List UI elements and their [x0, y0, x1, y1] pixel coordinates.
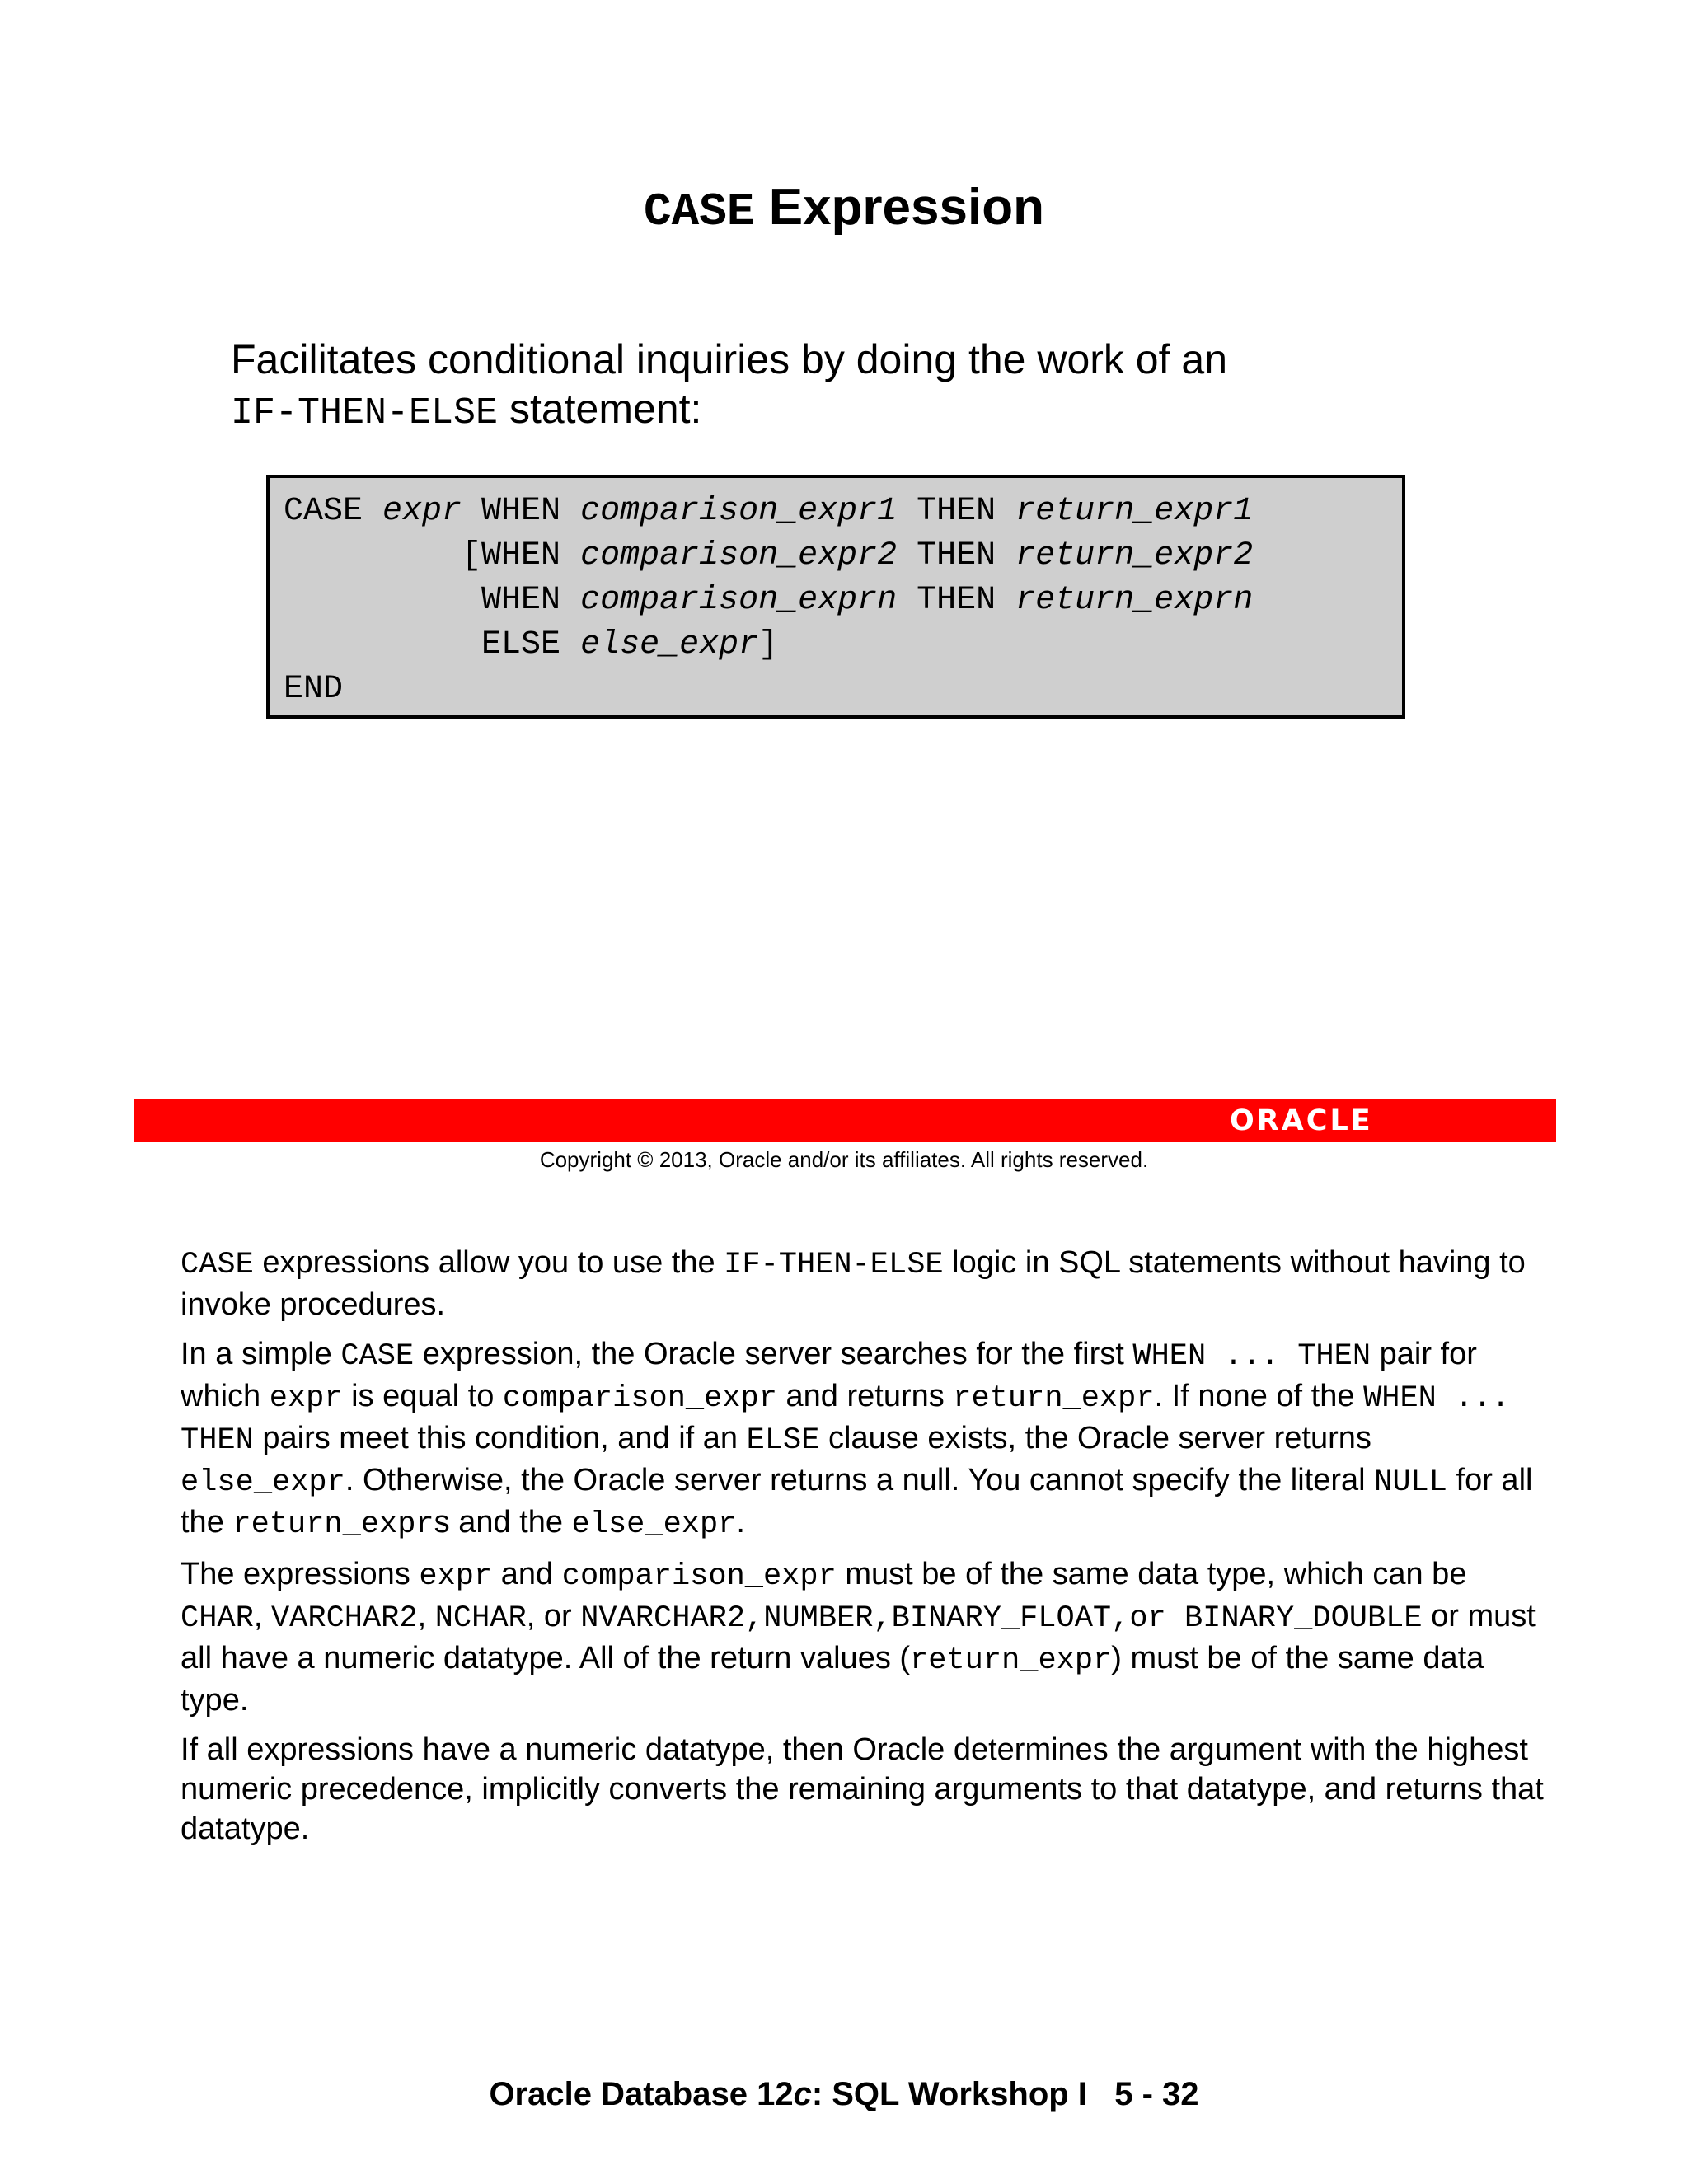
inline-code: return_expr	[953, 1381, 1155, 1416]
syntax-line-4	[284, 623, 1402, 668]
notes-text: is equal to	[342, 1379, 503, 1413]
notes-paragraph-2	[181, 1334, 1549, 1544]
code-param: return_expr1	[1015, 493, 1254, 530]
oracle-logo: ORACLE	[1230, 1104, 1373, 1137]
notes-text: s and the	[434, 1505, 572, 1540]
intro-rest: statement:	[498, 386, 702, 432]
notes-text: or must all have a numeric datatype. All of the return values (	[181, 1599, 1536, 1675]
inline-code: NULL	[1374, 1465, 1447, 1500]
notes-text: ,	[253, 1599, 271, 1633]
code-param: expr	[382, 493, 462, 530]
syntax-line-3	[284, 579, 1402, 623]
title-code: CASE	[644, 185, 755, 238]
syntax-line-2	[284, 534, 1402, 579]
notes-text: The expressions	[181, 1557, 420, 1591]
notes-text: and	[492, 1557, 562, 1591]
footer-text: : SQL Workshop I 5 - 32	[811, 2076, 1199, 2112]
syntax-code-box	[266, 475, 1405, 719]
notes-text: pair for which	[181, 1337, 1477, 1413]
inline-code: return_expr	[232, 1507, 434, 1542]
inline-code: else_expr	[181, 1465, 345, 1500]
footer-text-italic: c	[793, 2076, 812, 2112]
notes-paragraph-3	[181, 1554, 1549, 1720]
notes-text: . If none of the	[1154, 1379, 1364, 1413]
notes-text: clause exists, the Oracle server returns	[819, 1421, 1372, 1455]
code-param: return_expr2	[1015, 537, 1254, 574]
inline-code: CASE	[181, 1248, 254, 1282]
notes-text: expressions allow you to use the	[253, 1245, 724, 1280]
code-param: comparison_exprn	[580, 582, 898, 619]
syntax-line-5: END	[284, 671, 344, 708]
code-text: ]	[758, 626, 779, 663]
inline-code: return_expr	[910, 1643, 1112, 1678]
notes-text: .	[736, 1505, 745, 1540]
intro-line1: Facilitates conditional inquiries by doing the work of an	[231, 336, 1228, 382]
notes-text: ,	[417, 1599, 435, 1633]
code-param: comparison_expr2	[580, 537, 898, 574]
footer-text: Oracle Database 12	[489, 2076, 794, 2112]
inline-code: expr	[419, 1559, 493, 1594]
inline-code: NCHAR	[434, 1601, 527, 1636]
inline-code: NVARCHAR2,NUMBER,BINARY_FLOAT,or BINARY_DOUBLE	[580, 1601, 1423, 1636]
inline-code: WHEN ... THEN	[181, 1381, 1510, 1458]
notes-text: . Otherwise, the Oracle server returns a null. You cannot specify the literal	[345, 1463, 1375, 1497]
inline-code: CASE	[340, 1339, 415, 1374]
inline-code: ELSE	[746, 1423, 820, 1458]
notes-text: pairs meet this condition, and if an	[253, 1421, 747, 1455]
code-text: THEN	[897, 537, 1016, 574]
notes-text: for all the	[181, 1463, 1533, 1540]
notes-section	[181, 1243, 1549, 1858]
notes-paragraph-1	[181, 1243, 1549, 1324]
code-text: CASE	[284, 493, 383, 530]
inline-code: comparison_expr	[502, 1381, 777, 1416]
title-text: Expression	[768, 179, 1044, 236]
inline-code: comparison_expr	[561, 1559, 837, 1594]
code-text: [WHEN	[284, 537, 581, 574]
notes-text: and returns	[776, 1379, 954, 1413]
inline-code: expr	[269, 1381, 343, 1416]
syntax-line-1	[284, 490, 1402, 534]
notes-text: must be of the same data type, which can be	[836, 1557, 1467, 1591]
code-text: ELSE	[284, 626, 581, 663]
code-text: WHEN	[284, 582, 581, 619]
inline-code: WHEN ... THEN	[1132, 1339, 1372, 1374]
notes-text: In a simple	[181, 1337, 341, 1371]
code-text: THEN	[897, 582, 1016, 619]
page-footer	[0, 2074, 1688, 2115]
code-param: return_exprn	[1015, 582, 1254, 619]
intro-text	[231, 335, 1467, 438]
inline-code: CHAR	[181, 1601, 254, 1636]
notes-text: expression, the Oracle server searches for the first	[414, 1337, 1133, 1371]
notes-text: , or	[526, 1599, 581, 1633]
code-param: else_expr	[580, 626, 759, 663]
inline-code: IF-THEN-ELSE	[724, 1248, 944, 1282]
notes-paragraph-4: If all expressions have a numeric datatype, then Oracle determines the argument with the highest numeric precedence, implicitly converts the remaining arguments to that datatype, and returns that datatype.	[181, 1732, 1544, 1846]
slide-title	[0, 175, 1688, 245]
inline-code: VARCHAR2	[270, 1601, 418, 1636]
code-text: THEN	[897, 493, 1016, 530]
code-text: WHEN	[462, 493, 581, 530]
notes-text: logic in SQL statements without having to invoke procedures.	[181, 1245, 1526, 1322]
code-param: comparison_expr1	[580, 493, 898, 530]
notes-text: ) must be of the same data type.	[181, 1641, 1484, 1718]
inline-code: else_expr	[571, 1507, 737, 1542]
copyright-notice: Copyright © 2013, Oracle and/or its affiliates. All rights reserved.	[539, 1147, 1149, 1172]
intro-code: IF-THEN-ELSE	[231, 392, 499, 434]
